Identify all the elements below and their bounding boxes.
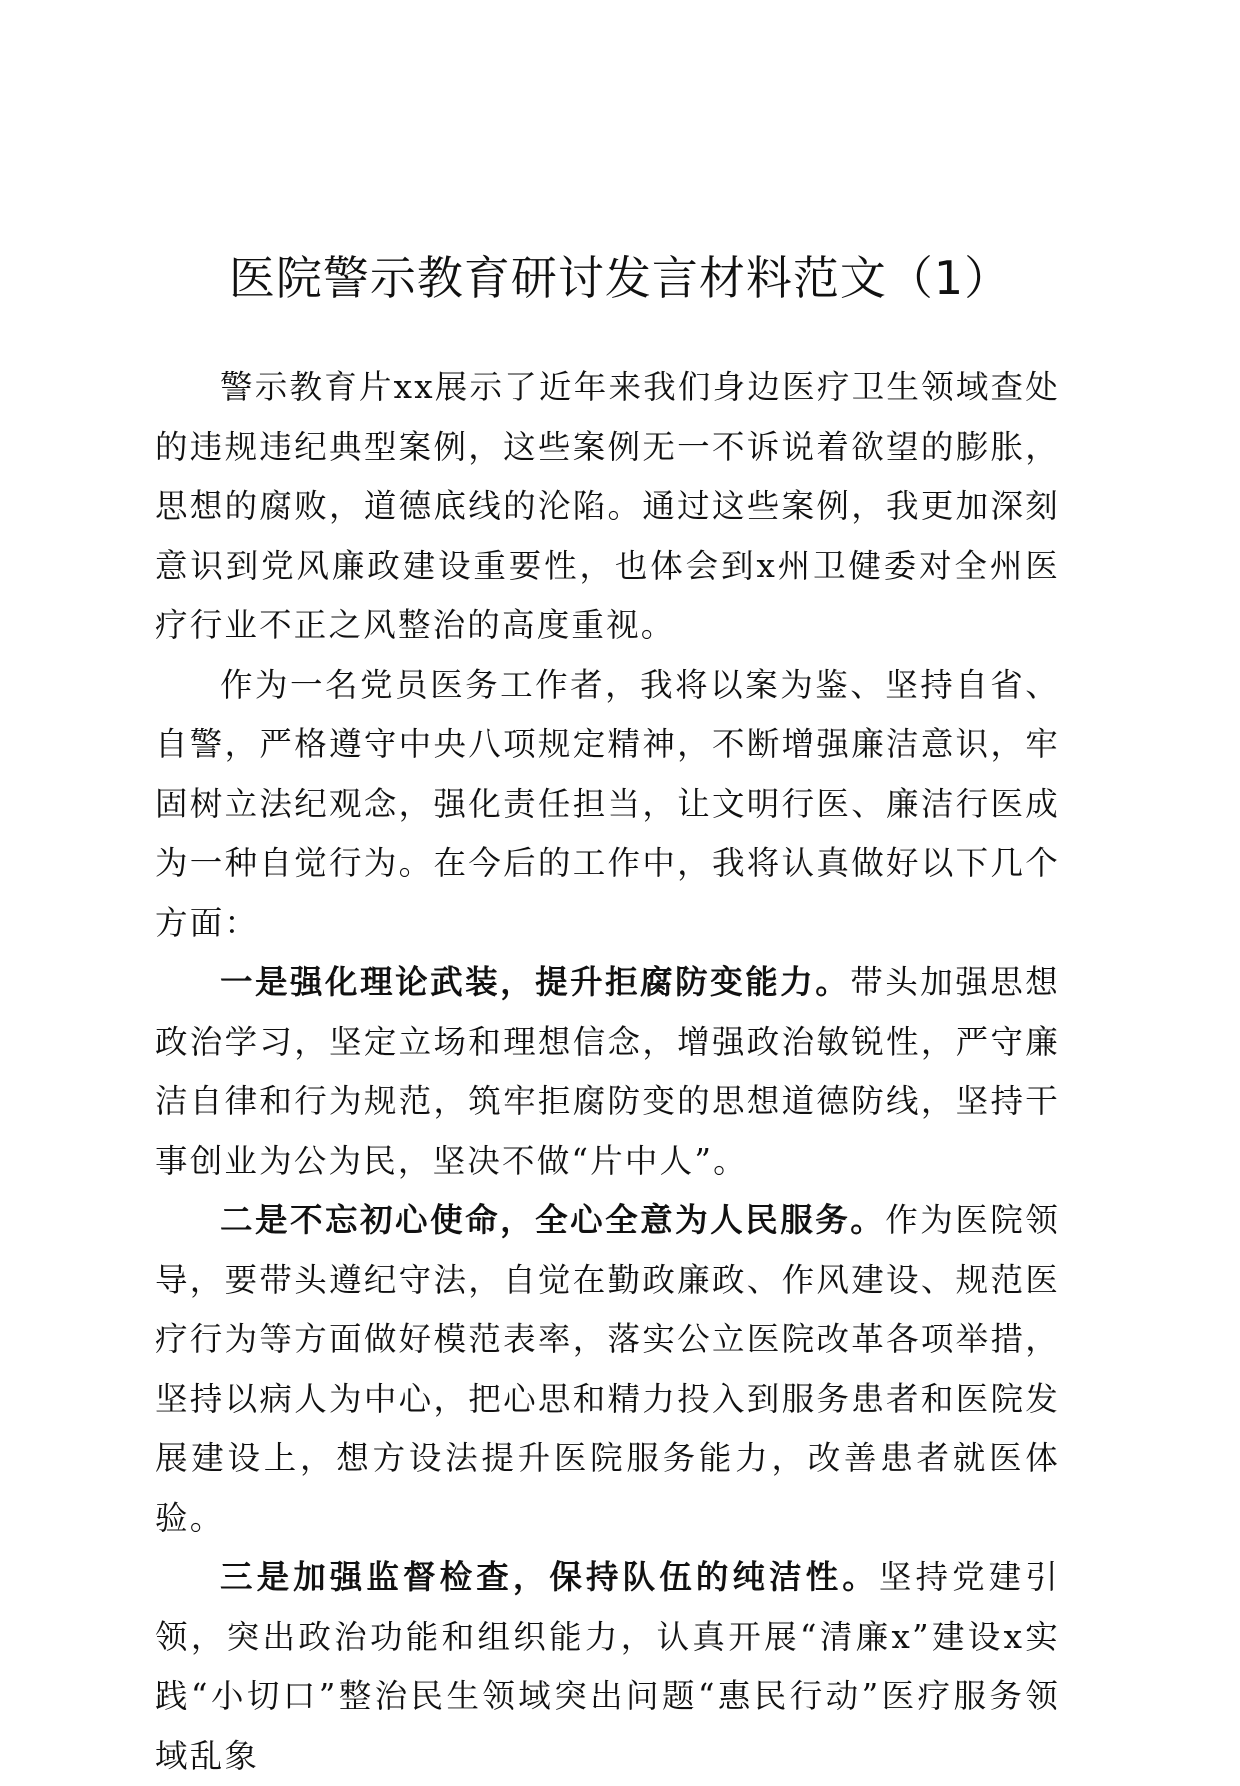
paragraph-point-two bbox=[155, 1191, 1060, 1548]
document-body bbox=[155, 358, 1060, 1786]
paragraph-text: 坚持党建引领，突出政治功能和组织能力，认真开展“清廉x”建设x实践“小切口”整治民生领域突出问题“惠民行动”医疗服务领域乱象 bbox=[155, 1558, 1060, 1775]
paragraph-commitment bbox=[155, 656, 1060, 954]
paragraph-text: 警示教育片xx展示了近年来我们身边医疗卫生领域查处的违规违纪典型案例，这些案例无一不诉说着欲望的膨胀，思想的腐败，道德底线的沦陷。通过这些案例，我更加深刻意识到党风廉政建设重要性，也体会到x州卫健委对全州医疗行业不正之风整治的高度重视。 bbox=[155, 368, 1060, 644]
document-title: 医院警示教育研讨发言材料范文（1） bbox=[228, 251, 1012, 305]
paragraph-lead: 二是不忘初心使命，全心全意为人民服务。 bbox=[220, 1201, 886, 1239]
paragraph-point-three bbox=[155, 1548, 1060, 1786]
paragraph-lead: 一是强化理论武装，提升拒腐防变能力。 bbox=[220, 963, 851, 1001]
paragraph-intro bbox=[155, 358, 1060, 656]
paragraph-text: 带头加强思想政治学习，坚定立场和理想信念，增强政治敏锐性，严守廉洁自律和行为规范，筑牢拒腐防变的思想道德防线，坚持干事创业为公为民，坚决不做“片中人”。 bbox=[155, 963, 1060, 1180]
paragraph-point-one bbox=[155, 953, 1060, 1191]
paragraph-text: 作为一名党员医务工作者，我将以案为鉴、坚持自省、自警，严格遵守中央八项规定精神，不断增强廉洁意识，牢固树立法纪观念，强化责任担当，让文明行医、廉洁行医成为一种自觉行为。在今后的工作中，我将认真做好以下几个方面： bbox=[155, 665, 1060, 942]
paragraph-text: 作为医院领导，要带头遵纪守法，自觉在勤政廉政、作风建设、规范医疗行为等方面做好模范表率，落实公立医院改革各项举措，坚持以病人为中心，把心思和精力投入到服务患者和医院发展建设上，想方设法提升医院服务能力，改善患者就医体验。 bbox=[155, 1201, 1060, 1537]
paragraph-lead: 三是加强监督检查，保持队伍的纯洁性。 bbox=[220, 1558, 879, 1596]
